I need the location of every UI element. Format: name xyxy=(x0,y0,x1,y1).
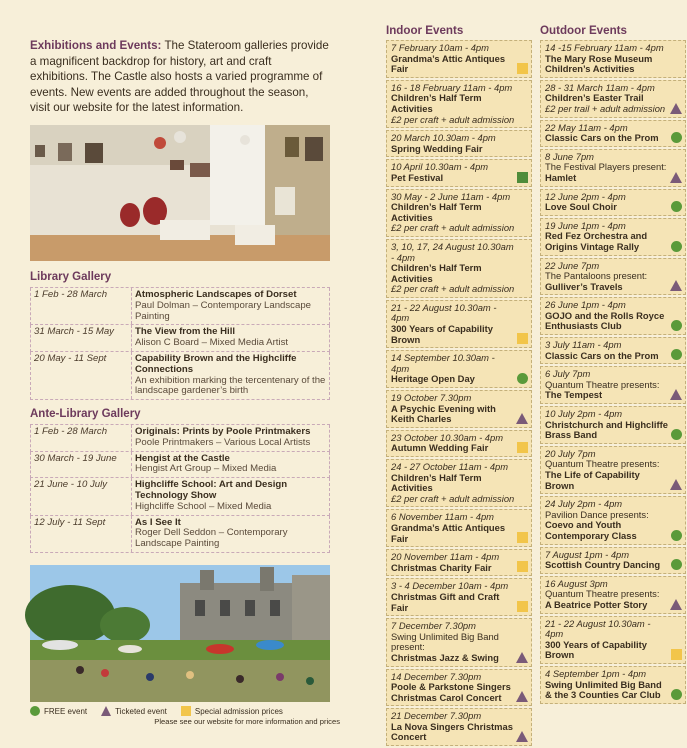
row-sub: Highcliffe School – Mixed Media xyxy=(135,500,272,512)
event-card xyxy=(386,549,532,576)
event-card xyxy=(386,578,532,616)
event-card xyxy=(386,189,532,237)
indoor-events-list xyxy=(386,40,532,746)
event-card xyxy=(386,708,532,746)
ticketed-event-icon xyxy=(670,103,682,114)
ante-library-table xyxy=(30,424,330,553)
event-name: Heritage Open Day xyxy=(391,373,475,385)
row-date: 21 June - 10 July xyxy=(31,478,132,514)
event-card xyxy=(540,576,686,614)
row-title: As I See It xyxy=(135,516,181,528)
library-gallery-table xyxy=(30,287,330,400)
table-row xyxy=(30,452,330,479)
event-pre: Quantum Theatre presents: xyxy=(545,378,660,390)
event-name: Children’s Half Term Activities xyxy=(391,262,482,284)
event-card xyxy=(386,459,532,507)
event-pre: Swing Unlimited Big Band present: xyxy=(391,630,499,653)
event-card xyxy=(540,406,686,444)
row-title: Originals: Prints by Poole Printmakers xyxy=(135,426,311,437)
event-card xyxy=(386,80,532,128)
ticketed-event-icon xyxy=(670,389,682,400)
event-card xyxy=(386,669,532,707)
event-date: 20 July 7pm xyxy=(545,447,596,459)
table-row xyxy=(30,516,330,553)
event-date: 7 February 10am - 4pm xyxy=(391,42,489,53)
event-name: A Psychic Evening with Keith Charles xyxy=(391,402,496,425)
event-card xyxy=(540,218,686,256)
castle-lawn-photo xyxy=(30,565,330,702)
indoor-events-title: Indoor Events xyxy=(386,24,464,37)
event-date: 23 October 10.30am - 4pm xyxy=(391,431,504,443)
event-card xyxy=(386,350,532,388)
free-event-icon xyxy=(671,530,682,541)
event-name: GOJO and the Rolls Royce Enthusiasts Club xyxy=(545,309,665,332)
event-card xyxy=(540,258,686,296)
ticketed-event-icon xyxy=(670,172,682,183)
special-price-icon xyxy=(517,172,528,183)
free-event-icon xyxy=(671,429,682,440)
event-name: Red Fez Orchestra and Origins Vintage Rally xyxy=(545,230,648,252)
row-sub: Hengist Art Group – Mixed Media xyxy=(135,463,277,475)
legend-special-label: Special admission prices xyxy=(194,706,283,716)
event-pre: The Pantaloons present: xyxy=(545,270,648,282)
ticketed-event-icon xyxy=(516,652,528,663)
event-extra: £2 per craft + adult admission xyxy=(391,113,515,125)
outdoor-events-title: Outdoor Events xyxy=(540,24,627,37)
event-card xyxy=(386,239,532,298)
ticketed-event-icon xyxy=(670,280,682,291)
gallery-photo xyxy=(30,125,330,261)
event-name: Poole & Parkstone Singers Christmas Carol Concert xyxy=(391,681,511,703)
event-card xyxy=(540,547,686,574)
library-gallery-title: Library Gallery xyxy=(30,271,112,283)
event-card xyxy=(540,496,686,544)
event-card xyxy=(540,666,686,704)
special-price-icon xyxy=(517,532,528,543)
event-name: Christchurch and Highcliffe Brass Band xyxy=(545,418,668,441)
legend-free xyxy=(30,706,87,716)
row-sub: An exhibition marking the tercentenary of the landscape gardener’s birth xyxy=(135,374,326,397)
event-date: 19 October 7.30pm xyxy=(391,392,472,404)
ticketed-event-icon xyxy=(516,691,528,702)
special-price-icon xyxy=(517,442,528,453)
event-date: 24 July 2pm - 4pm xyxy=(545,498,623,510)
event-card xyxy=(540,149,686,187)
event-name: Christmas Jazz & Swing xyxy=(391,651,499,663)
event-date: 8 June 7pm xyxy=(545,150,594,162)
event-date: 21 - 22 August 10.30am - 4pm xyxy=(391,301,497,324)
free-event-icon xyxy=(671,559,682,570)
event-date: 26 June 1pm - 4pm xyxy=(545,299,626,311)
event-date: 19 June 1pm - 4pm xyxy=(545,219,626,231)
row-sub: Paul Dolman – Contemporary Landscape Painting xyxy=(135,299,311,322)
event-date: 20 March 10.30am - 4pm xyxy=(391,132,496,144)
intro-block xyxy=(30,38,330,116)
legend-special xyxy=(181,706,283,716)
event-date: 10 April 10.30am - 4pm xyxy=(391,161,489,173)
event-date: 21 - 22 August 10.30am - 4pm xyxy=(545,617,651,640)
event-date: 6 July 7pm xyxy=(545,368,591,380)
special-price-icon xyxy=(517,63,528,74)
legend-note: Please see our website for more information and prices xyxy=(154,717,340,726)
event-date: 4 September 1pm - 4pm xyxy=(545,667,647,679)
row-date: 1 Feb - 28 March xyxy=(31,288,132,324)
ante-library-title: Ante-Library Gallery xyxy=(30,408,141,420)
event-name: Christmas Gift and Craft Fair xyxy=(391,590,500,613)
event-name: The Tempest xyxy=(545,389,603,401)
special-price-icon xyxy=(517,333,528,344)
event-name: Autumn Wedding Fair xyxy=(391,442,489,454)
outdoor-events-list xyxy=(540,40,686,704)
event-card xyxy=(386,130,532,157)
event-card xyxy=(540,297,686,335)
ticketed-event-icon xyxy=(670,599,682,610)
event-name: Scottish Country Dancing xyxy=(545,559,661,571)
row-sub: Alison C Board – Mixed Media Artist xyxy=(135,337,289,349)
table-row xyxy=(30,288,330,325)
event-card xyxy=(540,189,686,216)
event-pre: Quantum Theatre presents: xyxy=(545,458,660,470)
free-event-icon xyxy=(671,201,682,212)
event-card xyxy=(540,80,686,118)
event-name: Grandma’s Attic Antiques Fair xyxy=(391,52,506,75)
event-pre: The Festival Players present: xyxy=(545,161,667,173)
event-name: Children’s Half Term Activities xyxy=(391,201,482,223)
row-title: Atmospheric Landscapes of Dorset xyxy=(135,289,297,300)
table-row xyxy=(30,425,330,452)
event-date: 14 -15 February 11am - 4pm xyxy=(545,42,664,53)
event-date: 14 September 10.30am - 4pm xyxy=(391,352,495,374)
event-extra: £2 per craft + adult admission xyxy=(391,222,515,234)
row-date: 30 March - 19 June xyxy=(31,452,132,478)
event-date: 7 August 1pm - 4pm xyxy=(545,548,630,560)
event-date: 16 August 3pm xyxy=(545,577,608,589)
event-card xyxy=(540,120,686,147)
event-date: 14 December 7.30pm xyxy=(391,670,482,682)
event-card xyxy=(386,159,532,186)
intro-text: The Stateroom galleries provide a magnificent backdrop for history, art and craft exhibitions. The Castle also hosts a varied programme of events. New events are added throughout the season, visit our website for the latest information. xyxy=(30,39,329,115)
event-name: The Mary Rose Museum Children’s Activities xyxy=(545,52,653,75)
special-price-icon xyxy=(517,561,528,572)
event-date: 30 May - 2 June 11am - 4pm xyxy=(391,190,511,202)
event-name: Christmas Charity Fair xyxy=(391,561,492,573)
outdoor-events-column xyxy=(540,24,686,706)
event-name: Coevo and Youth Contemporary Class xyxy=(545,519,637,541)
free-event-icon xyxy=(671,320,682,331)
row-date: 12 July - 11 Sept xyxy=(31,516,132,552)
event-date: 22 June 7pm xyxy=(545,259,600,271)
row-sub: Poole Printmakers – Various Local Artists xyxy=(135,436,311,448)
event-name: 300 Years of Capability Brown xyxy=(545,638,647,661)
event-card xyxy=(386,390,532,428)
event-extra: £2 per craft + adult admission xyxy=(391,283,515,295)
event-date: 3 - 4 December 10am - 4pm xyxy=(391,580,509,592)
free-event-icon xyxy=(517,373,528,384)
legend-ticket xyxy=(101,706,167,716)
row-sub: Roger Dell Seddon – Contemporary Landscape Painting xyxy=(135,527,288,550)
indoor-events-column xyxy=(386,24,532,748)
legend-ticket-label: Ticketed event xyxy=(115,706,167,716)
row-title: Hengist at the Castle xyxy=(135,452,230,464)
event-date: 6 November 11am - 4pm xyxy=(391,511,494,523)
table-row xyxy=(30,478,330,515)
event-date: 16 - 18 February 11am - 4pm xyxy=(391,81,513,93)
event-card xyxy=(540,616,686,664)
free-event-icon xyxy=(30,706,40,716)
event-date: 20 November 11am - 4pm xyxy=(391,551,500,563)
event-name: Love Soul Choir xyxy=(545,201,617,213)
event-name: The Life of Capability Brown xyxy=(545,469,640,491)
table-row xyxy=(30,352,330,400)
event-name: Classic Cars on the Prom xyxy=(545,349,659,361)
free-event-icon xyxy=(671,349,682,360)
event-name: Pet Festival xyxy=(391,171,444,183)
row-title: Highcliffe School: Art and Design Technology Show xyxy=(135,479,288,501)
event-pre: Quantum Theatre presents: xyxy=(545,588,660,600)
event-name: A Beatrice Potter Story xyxy=(545,598,648,610)
event-date: 22 May 11am - 4pm xyxy=(545,121,628,133)
free-event-icon xyxy=(671,132,682,143)
row-date: 20 May - 11 Sept xyxy=(31,352,132,399)
event-date: 24 - 27 October 11am - 4pm xyxy=(391,461,509,472)
event-name: 300 Years of Capability Brown xyxy=(391,323,493,345)
row-title: The View from the Hill xyxy=(135,326,236,338)
special-price-icon xyxy=(181,706,191,716)
event-name: Spring Wedding Fair xyxy=(391,142,483,154)
event-name: Swing Unlimited Big Band & the 3 Counties Car Club xyxy=(545,678,662,701)
table-row xyxy=(30,325,330,352)
event-card xyxy=(386,40,532,78)
ticketed-event-icon xyxy=(516,731,528,742)
event-card xyxy=(386,618,532,666)
event-date: 21 December 7.30pm xyxy=(391,710,482,722)
row-date: 1 Feb - 28 March xyxy=(31,425,132,451)
event-card xyxy=(540,337,686,364)
event-name: Grandma’s Attic Antiques Fair xyxy=(391,521,506,544)
ticketed-event-icon xyxy=(101,706,111,716)
event-date: 3, 10, 17, 24 August 10.30am - 4pm xyxy=(391,240,514,263)
event-date: 28 - 31 March 11am - 4pm xyxy=(545,81,655,93)
special-price-icon xyxy=(671,649,682,660)
event-card xyxy=(386,300,532,348)
special-price-icon xyxy=(517,601,528,612)
event-name: Hamlet xyxy=(545,171,577,183)
event-name: Children’s Half Term Activities xyxy=(391,471,482,494)
event-name: Children’s Half Term Activities xyxy=(391,92,482,114)
event-date: 7 December 7.30pm xyxy=(391,620,476,632)
ticketed-event-icon xyxy=(670,479,682,490)
event-extra: £2 per trail + adult admission xyxy=(545,102,666,114)
legend xyxy=(30,706,340,726)
event-name: La Nova Singers Christmas Concert xyxy=(391,720,513,743)
free-event-icon xyxy=(671,689,682,700)
event-date: 12 June 2pm - 4pm xyxy=(545,190,626,202)
event-card xyxy=(386,430,532,457)
legend-free-label: FREE event xyxy=(44,706,88,716)
row-title: Capability Brown and the Highcliffe Connections xyxy=(135,352,297,375)
free-event-icon xyxy=(671,241,682,252)
event-name: Gulliver’s Travels xyxy=(545,280,623,292)
row-date: 31 March - 15 May xyxy=(31,325,132,351)
event-pre: Pavilion Dance presents: xyxy=(545,508,649,520)
event-card xyxy=(540,40,686,78)
event-card xyxy=(540,366,686,404)
event-extra: £2 per craft + adult admission xyxy=(391,492,515,504)
intro-heading: Exhibitions and Events: xyxy=(30,39,162,52)
intro-paragraph xyxy=(30,38,330,116)
event-date: 3 July 11am - 4pm xyxy=(545,339,622,351)
event-card xyxy=(540,446,686,494)
event-card xyxy=(386,509,532,547)
event-date: 10 July 2pm - 4pm xyxy=(545,408,623,420)
ticketed-event-icon xyxy=(516,413,528,424)
event-name: Children’s Easter Trail xyxy=(545,92,644,104)
event-name: Classic Cars on the Prom xyxy=(545,132,659,144)
